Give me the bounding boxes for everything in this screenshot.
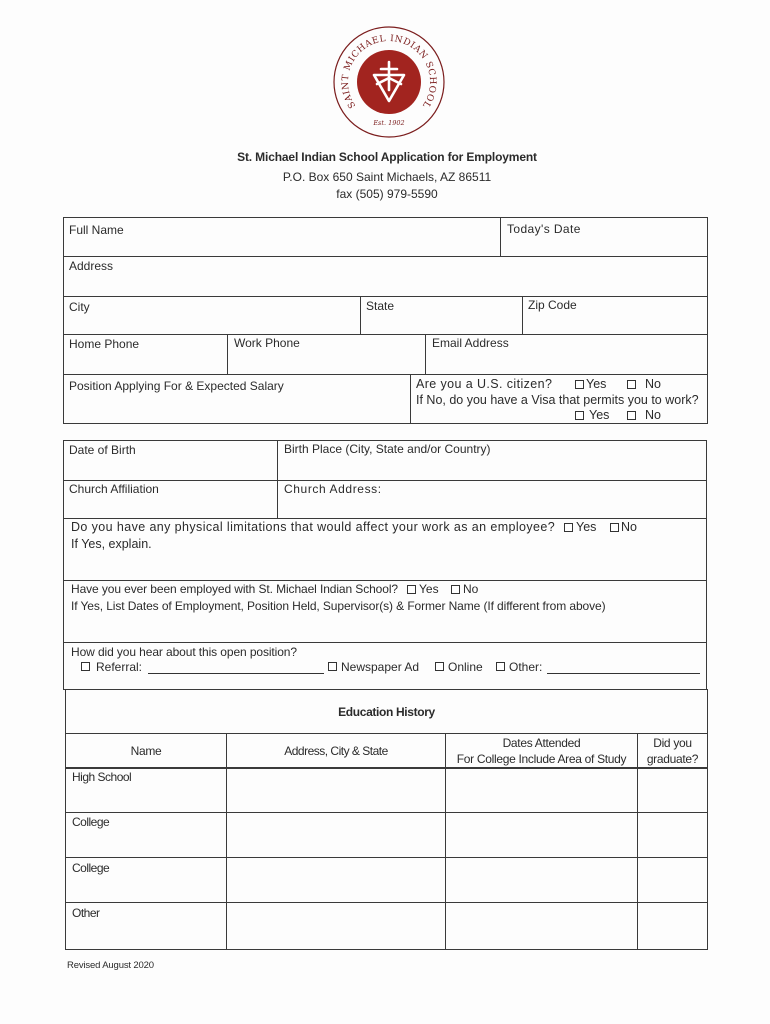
edu-dates-cell[interactable] xyxy=(445,857,638,903)
employed-no-label: No xyxy=(463,582,479,596)
citizen-yes-checkbox[interactable] xyxy=(575,380,584,389)
citizenship-field xyxy=(410,374,708,424)
edu-address-cell[interactable] xyxy=(226,902,446,950)
school-seal-logo xyxy=(329,22,449,142)
prior-employment-field[interactable] xyxy=(63,580,707,643)
seal-ring-text: SAINT MICHAEL INDIAN SCHOOL xyxy=(340,33,438,110)
church-address-label: Church Address: xyxy=(284,482,382,496)
church-address-field[interactable] xyxy=(277,480,707,519)
email-address-field[interactable] xyxy=(425,334,708,375)
church-affiliation-field[interactable] xyxy=(63,480,278,519)
home-phone-field[interactable] xyxy=(63,334,228,375)
church-affiliation-label: Church Affiliation xyxy=(69,482,159,496)
employed-no-checkbox[interactable] xyxy=(451,585,460,594)
edu-col-dates-label: Dates Attended xyxy=(502,736,581,750)
employed-yes-checkbox[interactable] xyxy=(407,585,416,594)
date-of-birth-field[interactable] xyxy=(63,440,278,481)
citizen-yes-label: Yes xyxy=(586,377,607,391)
edu-graduated-cell[interactable] xyxy=(637,902,708,950)
citizen-no-label: No xyxy=(645,377,661,391)
citizen-question: Are you a U.S. citizen? xyxy=(416,377,553,391)
work-phone-field[interactable] xyxy=(227,334,426,375)
full-name-field[interactable] xyxy=(63,217,501,257)
newspaper-ad-checkbox[interactable] xyxy=(328,662,337,671)
address-field[interactable] xyxy=(63,256,708,297)
school-address: P.O. Box 650 Saint Michaels, AZ 86511 xyxy=(282,170,492,184)
edu-name-cell[interactable] xyxy=(65,812,227,858)
limitations-question: Do you have any physical limitations that would affect your work as an employee? xyxy=(71,520,556,534)
address-label: Address xyxy=(69,259,114,273)
visa-yes-label: Yes xyxy=(589,408,610,422)
referral-label: Referral: xyxy=(96,660,143,674)
edu-col-graduated-sublabel: graduate? xyxy=(646,752,699,766)
city-label: City xyxy=(69,300,90,314)
other-label: Other: xyxy=(509,660,543,674)
education-history-title: Education History xyxy=(338,704,435,719)
edu-graduated-cell[interactable] xyxy=(637,812,708,858)
other-checkbox[interactable] xyxy=(496,662,505,671)
edu-col-dates-header xyxy=(445,733,638,769)
edu-col-name-label: Name xyxy=(130,744,162,758)
position-salary-label: Position Applying For & Expected Salary xyxy=(69,379,284,393)
todays-date-field[interactable] xyxy=(500,217,708,257)
edu-row-label: High School xyxy=(72,770,132,784)
online-checkbox[interactable] xyxy=(435,662,444,671)
referral-checkbox[interactable] xyxy=(81,662,90,671)
limitations-no-checkbox[interactable] xyxy=(610,523,619,532)
birth-place-field[interactable] xyxy=(277,440,707,481)
edu-graduated-cell[interactable] xyxy=(637,767,708,813)
visa-yes-checkbox[interactable] xyxy=(575,411,584,420)
employed-question: Have you ever been employed with St. Michael Indian School? xyxy=(71,582,398,596)
edu-col-address-header xyxy=(226,733,446,769)
edu-row-label: College xyxy=(72,815,110,829)
edu-col-dates-sublabel: For College Include Area of Study xyxy=(456,752,627,766)
other-source-line[interactable] xyxy=(547,673,700,674)
edu-address-cell[interactable] xyxy=(226,857,446,903)
edu-address-cell[interactable] xyxy=(226,767,446,813)
school-fax: fax (505) 979-5590 xyxy=(336,187,438,201)
referral-source-field xyxy=(63,642,707,690)
physical-limitations-field[interactable] xyxy=(63,518,707,581)
newspaper-ad-label: Newspaper Ad xyxy=(341,660,420,674)
birth-place-label: Birth Place (City, State and/or Country) xyxy=(284,442,491,456)
edu-graduated-cell[interactable] xyxy=(637,857,708,903)
edu-dates-cell[interactable] xyxy=(445,767,638,813)
edu-row-label: College xyxy=(72,861,110,875)
edu-name-cell[interactable] xyxy=(65,857,227,903)
limitations-followup: If Yes, explain. xyxy=(71,537,152,551)
email-address-label: Email Address xyxy=(432,336,509,350)
hear-question: How did you hear about this open position? xyxy=(71,645,297,659)
edu-name-cell[interactable] xyxy=(65,902,227,950)
education-history-header xyxy=(65,689,708,734)
edu-row-label: Other xyxy=(72,906,100,920)
employed-followup: If Yes, List Dates of Employment, Position Held, Supervisor(s) & Former Name (If different from above) xyxy=(71,599,606,613)
zip-code-field[interactable] xyxy=(522,296,708,335)
home-phone-label: Home Phone xyxy=(69,337,140,351)
visa-no-label: No xyxy=(645,408,661,422)
full-name-label: Full Name xyxy=(69,223,124,237)
visa-question: If No, do you have a Visa that permits you to work? xyxy=(416,393,699,407)
edu-col-name-header xyxy=(65,733,227,769)
referral-name-line[interactable] xyxy=(148,673,324,674)
employed-yes-label: Yes xyxy=(419,582,439,596)
limitations-yes-label: Yes xyxy=(576,520,597,534)
todays-date-label: Today's Date xyxy=(507,222,581,236)
revision-note: Revised August 2020 xyxy=(67,960,154,971)
edu-dates-cell[interactable] xyxy=(445,812,638,858)
city-field[interactable] xyxy=(63,296,361,335)
citizen-no-checkbox[interactable] xyxy=(627,380,636,389)
limitations-yes-checkbox[interactable] xyxy=(564,523,573,532)
state-label: State xyxy=(366,299,395,313)
edu-col-address-label: Address, City & State xyxy=(284,744,388,758)
seal-established-text: Est. 1902 xyxy=(373,119,405,127)
position-salary-field[interactable] xyxy=(63,374,411,424)
edu-address-cell[interactable] xyxy=(226,812,446,858)
edu-name-cell[interactable] xyxy=(65,767,227,813)
limitations-no-label: No xyxy=(621,520,637,534)
edu-col-graduated-header xyxy=(637,733,708,769)
edu-dates-cell[interactable] xyxy=(445,902,638,950)
form-title: St. Michael Indian School Application for Employment xyxy=(237,150,537,164)
work-phone-label: Work Phone xyxy=(234,336,300,350)
date-of-birth-label: Date of Birth xyxy=(69,443,136,457)
zip-code-label: Zip Code xyxy=(528,298,577,312)
state-field[interactable] xyxy=(360,296,523,335)
edu-col-graduated-label: Did you xyxy=(653,736,692,750)
visa-no-checkbox[interactable] xyxy=(627,411,636,420)
online-label: Online xyxy=(448,660,483,674)
